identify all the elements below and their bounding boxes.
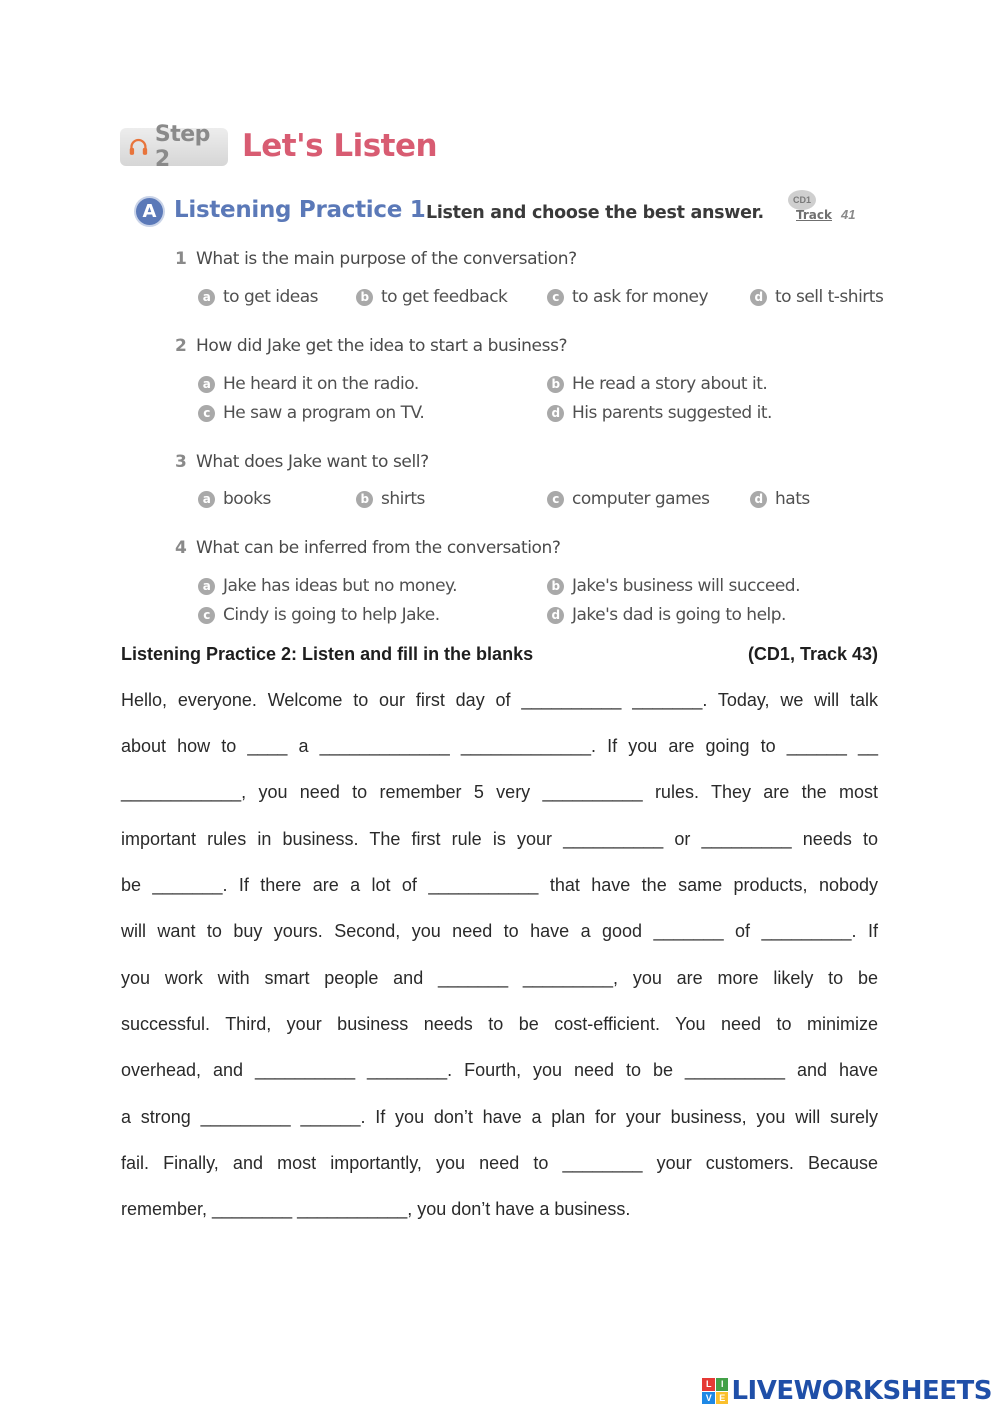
answer-option[interactable] bbox=[198, 374, 419, 394]
option-letter: c bbox=[547, 491, 564, 508]
option-letter: a bbox=[198, 578, 215, 595]
fill-blank-line[interactable]: overhead, and __________ ________. Fourth, you need to be __________ and have bbox=[121, 1060, 878, 1080]
option-text: books bbox=[223, 489, 271, 509]
fill-blank-line[interactable]: you work with smart people and _______ _________, you are more likely to be bbox=[121, 968, 878, 988]
logo-mark-letter: I bbox=[716, 1378, 729, 1391]
logo-text: LIVEWORKSHEETS bbox=[731, 1376, 992, 1406]
fill-blank-line[interactable]: fail. Finally, and most importantly, you need to ________ your customers. Because bbox=[121, 1153, 878, 1173]
option-text: He heard it on the radio. bbox=[223, 374, 419, 394]
question-number: 2 bbox=[175, 336, 187, 356]
question-number: 1 bbox=[175, 249, 187, 269]
fill-blank-line[interactable]: remember, ________ ___________, you don’t have a business. bbox=[121, 1199, 631, 1219]
answer-option[interactable] bbox=[750, 489, 810, 509]
answer-option[interactable] bbox=[198, 605, 440, 625]
option-text: Jake's dad is going to help. bbox=[572, 605, 786, 625]
fill-blank-line[interactable]: will want to buy yours. Second, you need to have a good _______ of _________. If bbox=[121, 921, 878, 941]
fill-blank-line[interactable]: Hello, everyone. Welcome to our first day of __________ _______. Today, we will talk bbox=[121, 690, 878, 710]
option-text: Jake's business will succeed. bbox=[572, 576, 800, 596]
answer-option[interactable] bbox=[547, 403, 772, 423]
answer-option[interactable] bbox=[198, 489, 271, 509]
fill-blank-line[interactable]: a strong _________ ______. If you don’t have a plan for your business, you will surely bbox=[121, 1107, 878, 1127]
option-letter: b bbox=[356, 491, 373, 508]
option-letter: a bbox=[198, 376, 215, 393]
logo-mark-letter: V bbox=[702, 1392, 715, 1405]
option-letter: b bbox=[356, 289, 373, 306]
option-text: to ask for money bbox=[572, 287, 709, 307]
question-text: What does Jake want to sell? bbox=[196, 452, 429, 472]
cd-track-badge bbox=[786, 190, 866, 230]
practice1-title: Listening Practice 1 bbox=[174, 197, 426, 223]
fill-blank-line[interactable]: be _______. If there are a lot of ___________ that have the same products, nobody bbox=[121, 875, 878, 895]
option-text: Cindy is going to help Jake. bbox=[223, 605, 440, 625]
track-number: 41 bbox=[841, 207, 856, 222]
section-a-badge: A bbox=[136, 198, 163, 225]
logo-mark-letter: E bbox=[716, 1392, 729, 1405]
question-number: 3 bbox=[175, 452, 187, 472]
fill-blank-line: successful. Third, your business needs to be cost-efficient. You need to minimize bbox=[121, 1014, 878, 1034]
liveworksheets-logo bbox=[702, 1376, 992, 1406]
logo-mark-icon bbox=[702, 1378, 728, 1404]
option-text: computer games bbox=[572, 489, 710, 509]
option-text: hats bbox=[775, 489, 810, 509]
question-text: What is the main purpose of the conversation? bbox=[196, 249, 577, 269]
answer-option[interactable] bbox=[356, 489, 425, 509]
option-letter: d bbox=[750, 491, 767, 508]
option-letter: d bbox=[750, 289, 767, 306]
step-badge bbox=[120, 122, 228, 172]
option-letter: d bbox=[547, 405, 564, 422]
logo-mark-letter: L bbox=[702, 1378, 715, 1391]
option-letter: a bbox=[198, 491, 215, 508]
step-label: Step 2 bbox=[154, 122, 210, 172]
option-letter: d bbox=[547, 607, 564, 624]
practice2-track: (CD1, Track 43) bbox=[747, 644, 878, 664]
option-text: to sell t-shirts bbox=[775, 287, 884, 307]
answer-option[interactable] bbox=[547, 489, 709, 509]
answer-option[interactable] bbox=[750, 287, 883, 307]
option-text: His parents suggested it. bbox=[572, 403, 772, 423]
track-label: Track bbox=[796, 208, 832, 222]
option-text: shirts bbox=[381, 489, 425, 509]
option-letter: b bbox=[547, 376, 564, 393]
option-letter: c bbox=[198, 607, 215, 624]
fill-blank-line[interactable]: ____________, you need to remember 5 very __________ rules. They are the most bbox=[121, 782, 878, 802]
option-text: He read a story about it. bbox=[572, 374, 768, 394]
answer-option[interactable] bbox=[356, 287, 507, 307]
option-text: to get ideas bbox=[223, 287, 319, 307]
question-text: How did Jake get the idea to start a business? bbox=[196, 336, 568, 356]
answer-option[interactable] bbox=[547, 605, 786, 625]
option-text: Jake has ideas but no money. bbox=[223, 576, 458, 596]
answer-option[interactable] bbox=[547, 287, 708, 307]
option-text: to get feedback bbox=[381, 287, 508, 307]
answer-option[interactable] bbox=[198, 287, 318, 307]
headphones-icon bbox=[128, 136, 149, 158]
question-number: 4 bbox=[175, 538, 187, 558]
option-letter: c bbox=[198, 405, 215, 422]
answer-option[interactable] bbox=[547, 374, 767, 394]
practice2-title: Listening Practice 2: Listen and fill in the blanks bbox=[121, 644, 534, 664]
question-text: What can be inferred from the conversation? bbox=[196, 538, 561, 558]
answer-option[interactable] bbox=[198, 403, 424, 423]
option-letter: b bbox=[547, 578, 564, 595]
option-text: He saw a program on TV. bbox=[223, 403, 425, 423]
answer-option[interactable] bbox=[547, 576, 800, 596]
cd-icon: CD1 bbox=[788, 190, 816, 210]
answer-option[interactable] bbox=[198, 576, 457, 596]
fill-blank-line[interactable]: about how to ____ a _____________ _____________. If you are going to ______ __ bbox=[121, 736, 878, 756]
fill-blank-line[interactable]: important rules in business. The first rule is your __________ or _________ needs to bbox=[121, 829, 878, 849]
practice1-instruction: Listen and choose the best answer. bbox=[426, 203, 764, 223]
option-letter: a bbox=[198, 289, 215, 306]
section-title: Let's Listen bbox=[242, 128, 438, 164]
option-letter: c bbox=[547, 289, 564, 306]
